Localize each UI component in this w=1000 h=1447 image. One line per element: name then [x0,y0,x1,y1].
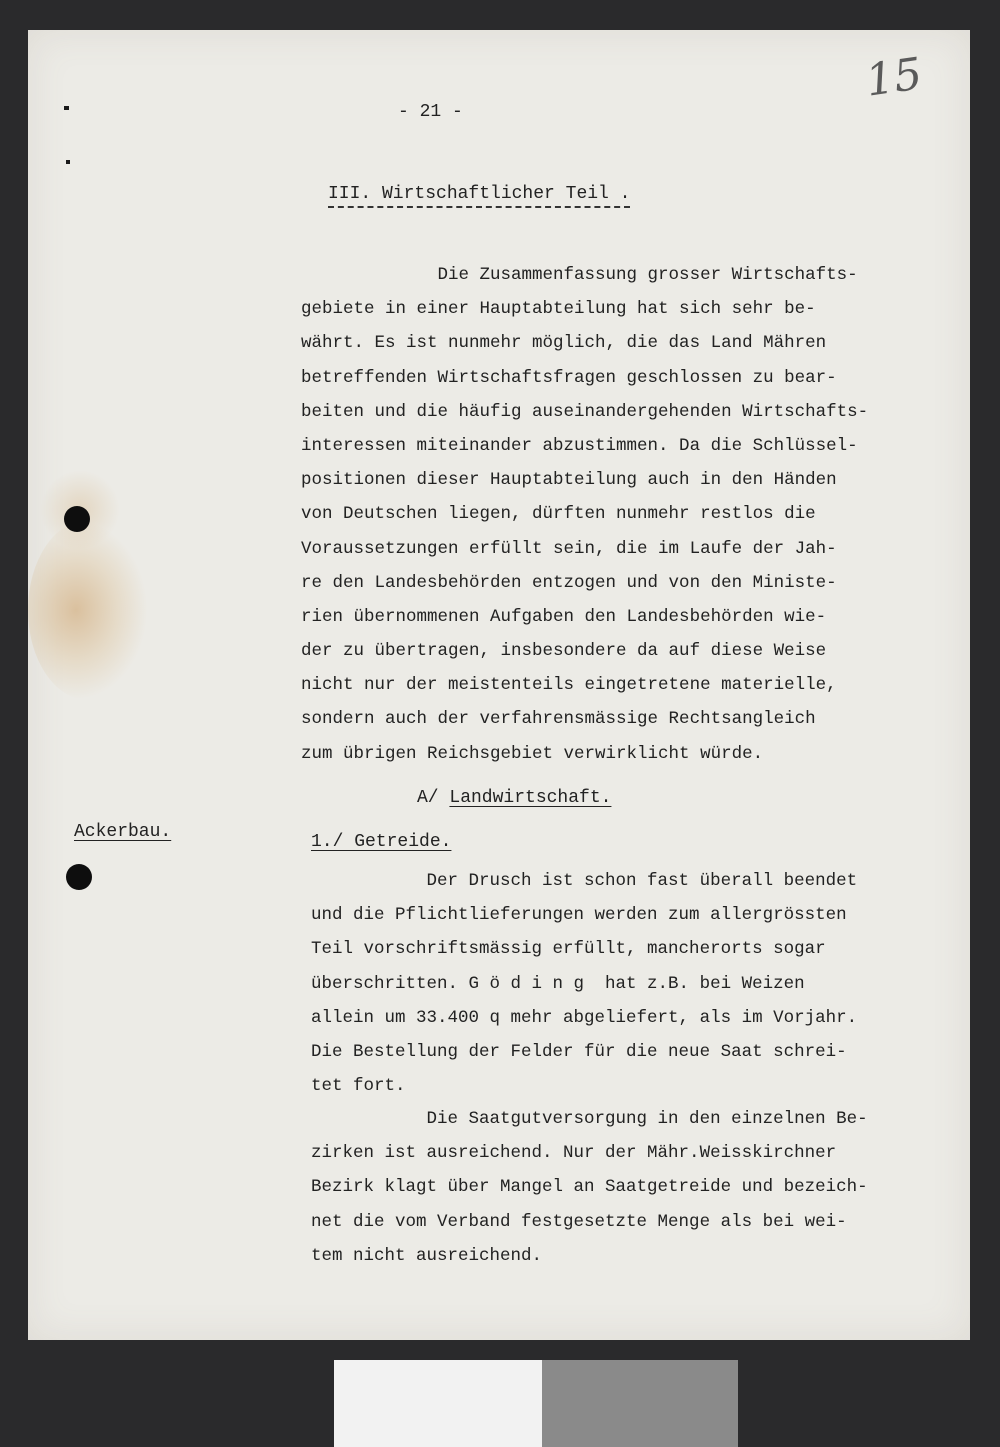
text-line: überschritten. G ö d i n g hat z.B. bei Weizen [311,973,805,994]
folio-number: 15 [862,48,926,107]
text-line: von Deutschen liegen, dürften nunmehr restlos die [301,504,816,525]
text-line: zum übrigen Reichsgebiet verwirklicht würde. [301,743,764,764]
page-number: - 21 - [398,102,463,122]
margin-mark [66,160,70,164]
punch-hole [64,506,90,532]
item-title: 1./ Getreide. [311,832,452,852]
punch-hole [66,864,92,890]
text-line: Die Zusammenfassung grosser Wirtschafts- [301,265,858,285]
calibration-strip-gray [542,1360,738,1447]
text-line: net die vom Verband festgesetzte Menge als bei wei- [311,1211,847,1232]
text-line: interessen miteinander abzustimmen. Da die Schlüssel- [301,435,858,456]
text-line: sondern auch der verfahrensmässige Rechtsangleich [301,709,816,730]
calibration-strip-white [334,1360,542,1447]
text-line: betreffenden Wirtschaftsfragen geschlossen zu bear- [301,367,837,388]
text-line: beiten und die häufig auseinandergehenden Wirtschafts- [301,401,869,422]
margin-note: Ackerbau. [74,822,172,842]
subsection-title: Landwirtschaft. [449,788,612,808]
text-line: gebiete in einer Hauptabteilung hat sich sehr be- [301,299,816,320]
paper-stain [28,520,148,700]
text-line: tet fort. [311,1076,406,1097]
text-line: re den Landesbehörden entzogen und von den Ministe- [301,572,837,593]
text-line: tem nicht ausreichend. [311,1245,543,1266]
text-line: Der Drusch ist schon fast überall beendet [311,871,858,891]
text-line: nicht nur der meistenteils eingetretene materielle, [301,675,837,696]
text-line: zirken ist ausreichend. Nur der Mähr.Weisskirchner [311,1143,837,1164]
text-line: Bezirk klagt über Mangel an Saatgetreide und bezeich- [311,1177,868,1198]
seed-paragraph [311,1102,868,1273]
text-line: Teil vorschriftsmässig erfüllt, mancherorts sogar [311,939,826,960]
margin-mark [64,106,69,110]
intro-paragraph [301,258,868,771]
text-line: Die Saatgutversorgung in den einzelnen Be- [311,1109,868,1129]
text-line: der zu übertragen, insbesondere da auf diese Weise [301,641,827,662]
text-line: und die Pflichtlieferungen werden zum allergrössten [311,905,847,926]
text-line: positionen dieser Hauptabteilung auch in den Händen [301,470,837,491]
text-line: rien übernommenen Aufgaben den Landesbehörden wie- [301,606,827,627]
text-line: Voraussetzungen erfüllt sein, die im Laufe der Jah- [301,538,837,559]
subsection-heading [417,788,611,808]
text-line: Die Bestellung der Felder für die neue Saat schrei- [311,1041,847,1062]
text-line: allein um 33.400 q mehr abgeliefert, als im Vorjahr. [311,1007,858,1028]
subsection-prefix: A/ [417,788,450,808]
text-line: währt. Es ist nunmehr möglich, die das Land Mähren [301,333,827,354]
section-heading: III. Wirtschaftlicher Teil . [328,184,630,208]
grain-paragraph [311,864,857,1103]
